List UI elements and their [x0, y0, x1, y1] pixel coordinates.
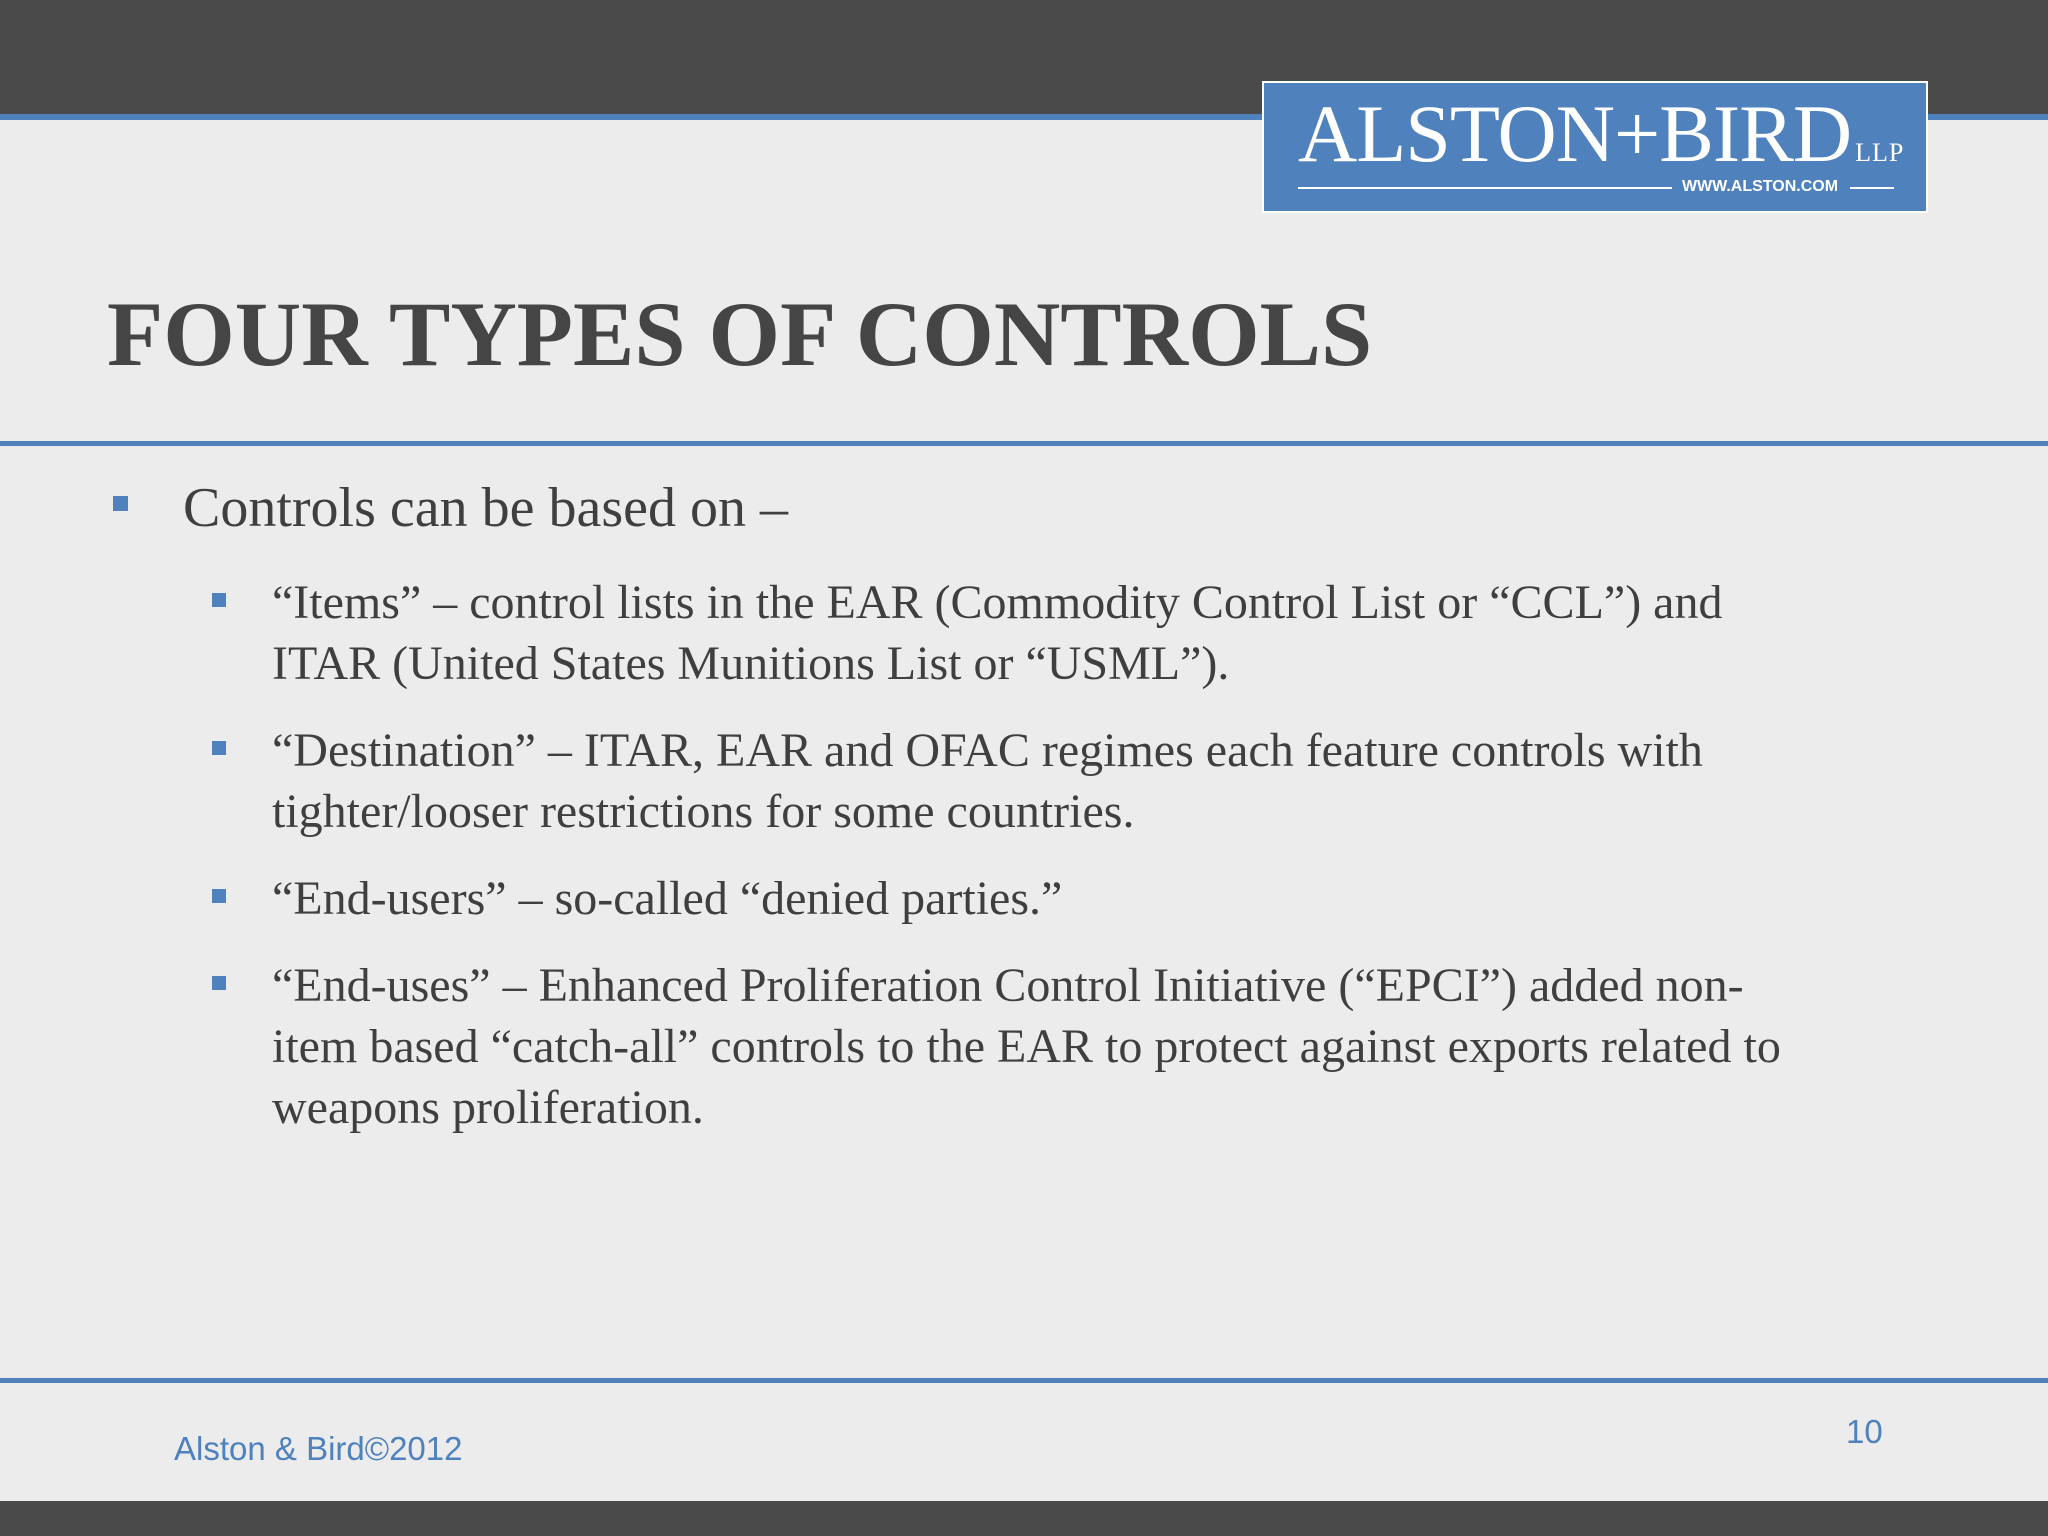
logo-name: ALSTON+BIRD — [1298, 88, 1852, 179]
sub-bullet-item — [212, 720, 1812, 842]
page-number: 10 — [1846, 1413, 1883, 1450]
bullet-icon — [113, 496, 128, 511]
sub-bullet-text: “Items” – control lists in the EAR (Commodity Control List or “CCL”) and ITAR (United States Munitions List or “USML”). — [272, 576, 1723, 690]
sub-bullet-item — [212, 868, 1812, 929]
logo-divider-left — [1298, 187, 1672, 189]
logo-url: WWW.ALSTON.COM — [1681, 178, 1839, 195]
bullet-icon — [212, 889, 226, 903]
sub-bullet-item — [212, 572, 1812, 694]
footer-divider — [0, 1378, 2048, 1383]
bottom-bar — [0, 1501, 2048, 1536]
bullet-icon — [212, 976, 226, 990]
logo-suffix: LLP — [1855, 138, 1905, 167]
footer-copyright: Alston & Bird©2012 — [174, 1430, 463, 1467]
main-bullet-text: Controls can be based on – — [183, 477, 788, 539]
logo-divider-right — [1850, 187, 1894, 189]
bullet-icon — [212, 593, 226, 607]
firm-logo — [1262, 81, 1928, 213]
sub-bullet-item — [212, 955, 1812, 1138]
title-divider — [0, 441, 2048, 446]
sub-bullet-text: “Destination” – ITAR, EAR and OFAC regimes each feature controls with tighter/looser restrictions for some countries. — [272, 724, 1703, 838]
sub-bullet-list — [212, 572, 1812, 1164]
sub-bullet-text: “End-users” – so-called “denied parties.” — [272, 872, 1063, 925]
logo-wordmark — [1298, 88, 1905, 179]
sub-bullet-text: “End-uses” – Enhanced Proliferation Control Initiative (“EPCI”) added non-item based “catch-all” controls to the EAR to protect against exports related to weapons proliferation. — [272, 959, 1781, 1134]
bullet-icon — [212, 741, 226, 755]
slide-title: FOUR TYPES OF CONTROLS — [107, 283, 1373, 385]
